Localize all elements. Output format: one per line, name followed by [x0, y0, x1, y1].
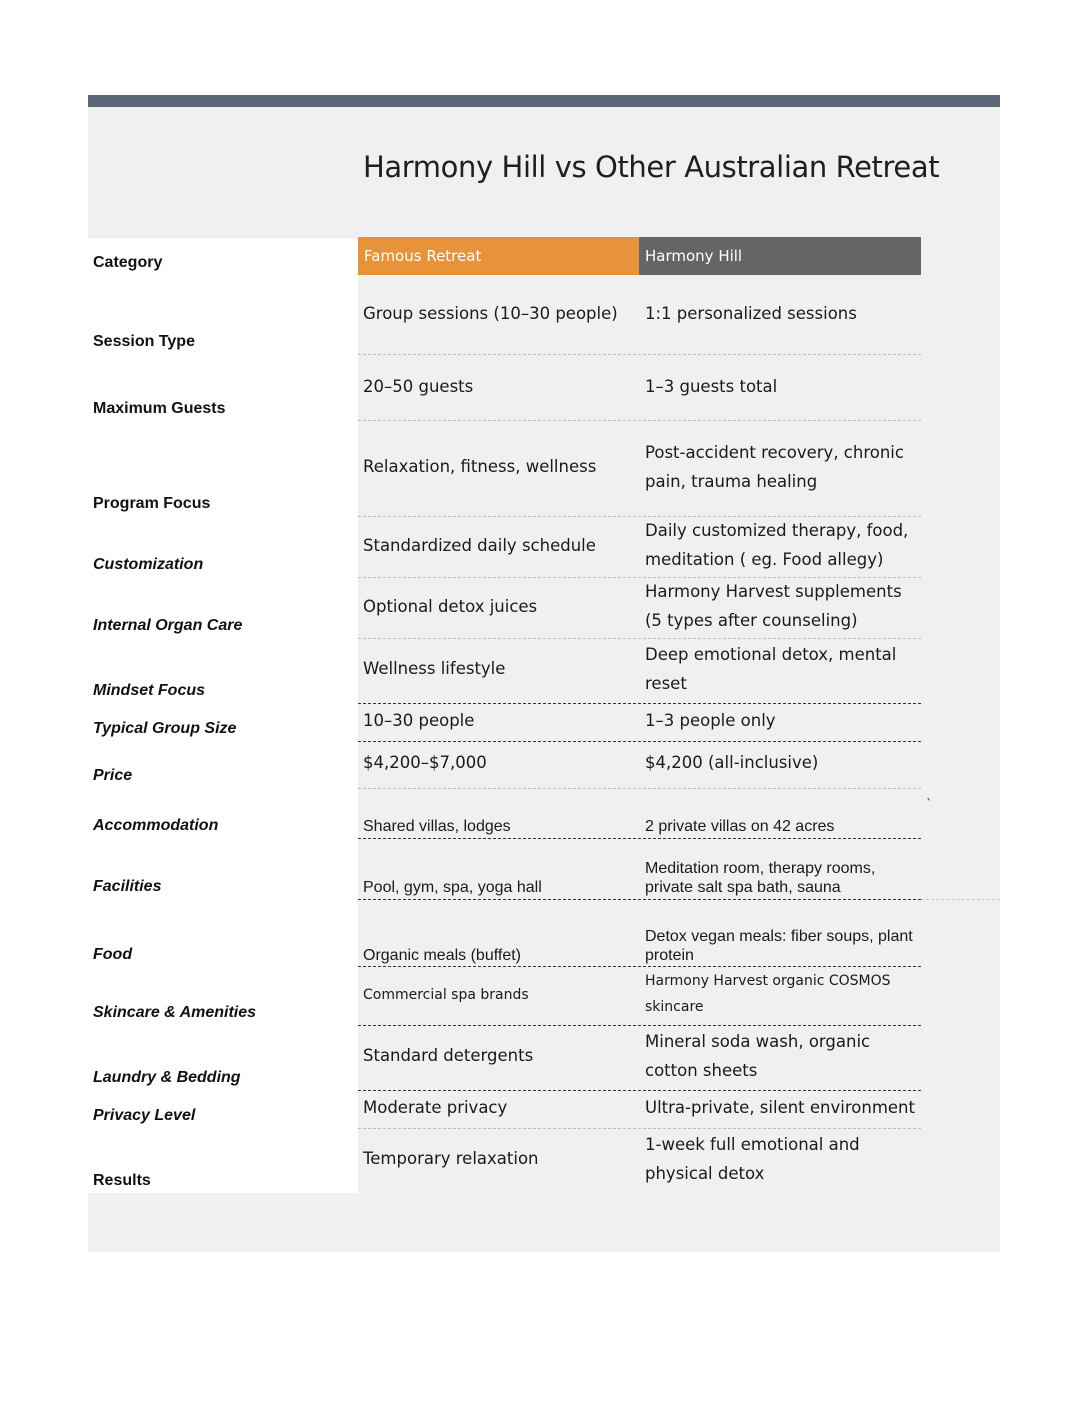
page-title: Harmony Hill vs Other Australian Retreat — [363, 150, 940, 184]
harmony-cell: 1-week full emotional and physical detox — [645, 1135, 860, 1183]
row-divider-extension — [921, 899, 1000, 900]
category-label: Customization — [93, 556, 204, 573]
row-divider — [358, 788, 921, 789]
famous-cell: Relaxation, fitness, wellness — [363, 457, 597, 476]
famous-cell: Wellness lifestyle — [363, 659, 506, 678]
harmony-cell: Deep emotional detox, mental reset — [645, 645, 897, 693]
category-label: Mindset Focus — [93, 682, 206, 699]
category-label: Food — [93, 946, 133, 963]
category-label: Price — [93, 767, 133, 784]
famous-cell: Group sessions (10–30 people) — [363, 304, 618, 323]
stray-mark: ` — [926, 798, 933, 813]
famous-cell: $4,200–$7,000 — [363, 753, 487, 772]
harmony-cell: Harmony Harvest supplements (5 types after counseling) — [645, 582, 902, 630]
row-divider — [358, 703, 921, 704]
harmony-cell: 2 private villas on 42 acres — [645, 818, 835, 835]
category-label: Internal Organ Care — [93, 617, 243, 634]
category-label: Session Type — [93, 333, 195, 350]
category-label: Results — [93, 1172, 151, 1189]
row-divider — [358, 899, 921, 900]
famous-cell: Pool, gym, spa, yoga hall — [363, 879, 542, 896]
category-label: Facilities — [93, 878, 162, 895]
famous-cell: Temporary relaxation — [363, 1149, 539, 1168]
famous-cell: Shared villas, lodges — [363, 818, 511, 835]
harmony-cell: $4,200 (all-inclusive) — [645, 753, 819, 772]
row-divider — [358, 838, 921, 839]
harmony-cell: Meditation room, therapy rooms, private salt spa bath, sauna — [645, 860, 876, 896]
category-label: Privacy Level — [93, 1107, 196, 1124]
harmony-cell: Post-accident recovery, chronic pain, trauma healing — [645, 443, 904, 491]
row-divider — [358, 1128, 921, 1129]
harmony-cell: 1–3 people only — [645, 711, 776, 730]
famous-cell: Organic meals (buffet) — [363, 947, 521, 964]
harmony-cell: Mineral soda wash, organic cotton sheets — [645, 1032, 871, 1080]
category-label: Maximum Guests — [93, 400, 226, 417]
top-accent-bar — [88, 95, 1000, 107]
famous-cell: Standardized daily schedule — [363, 536, 596, 555]
row-divider — [358, 741, 921, 742]
category-header: Category — [93, 254, 163, 271]
row-divider — [358, 354, 921, 355]
harmony-cell: 1–3 guests total — [645, 377, 778, 396]
famous-cell: 20–50 guests — [363, 377, 474, 396]
harmony-cell: 1:1 personalized sessions — [645, 304, 857, 323]
harmony-cell: Daily customized therapy, food, meditation ( eg. Food allegy) — [645, 521, 909, 569]
famous-cell: Moderate privacy — [363, 1098, 508, 1117]
row-divider — [358, 1025, 921, 1026]
category-label: Skincare & Amenities — [93, 1004, 257, 1021]
famous-cell: 10–30 people — [363, 711, 475, 730]
famous-cell: Standard detergents — [363, 1046, 534, 1065]
row-divider — [358, 966, 921, 967]
famous-cell: Optional detox juices — [363, 597, 538, 616]
famous-cell: Commercial spa brands — [363, 987, 529, 1003]
harmony-cell: Detox vegan meals: fiber soups, plant protein — [645, 928, 913, 964]
harmony-cell: Harmony Harvest organic COSMOS skincare — [645, 973, 891, 1015]
category-label: Laundry & Bedding — [93, 1069, 241, 1086]
category-column — [88, 238, 358, 1193]
harmony-hill-header: Harmony Hill — [639, 237, 921, 275]
row-divider — [358, 638, 921, 639]
row-divider — [358, 420, 921, 421]
category-label: Accommodation — [93, 817, 219, 834]
famous-retreat-header: Famous Retreat — [358, 237, 639, 275]
category-label: Program Focus — [93, 495, 211, 512]
harmony-cell: Ultra-private, silent environment — [645, 1098, 915, 1117]
row-divider — [358, 1090, 921, 1091]
category-label: Typical Group Size — [93, 720, 237, 737]
